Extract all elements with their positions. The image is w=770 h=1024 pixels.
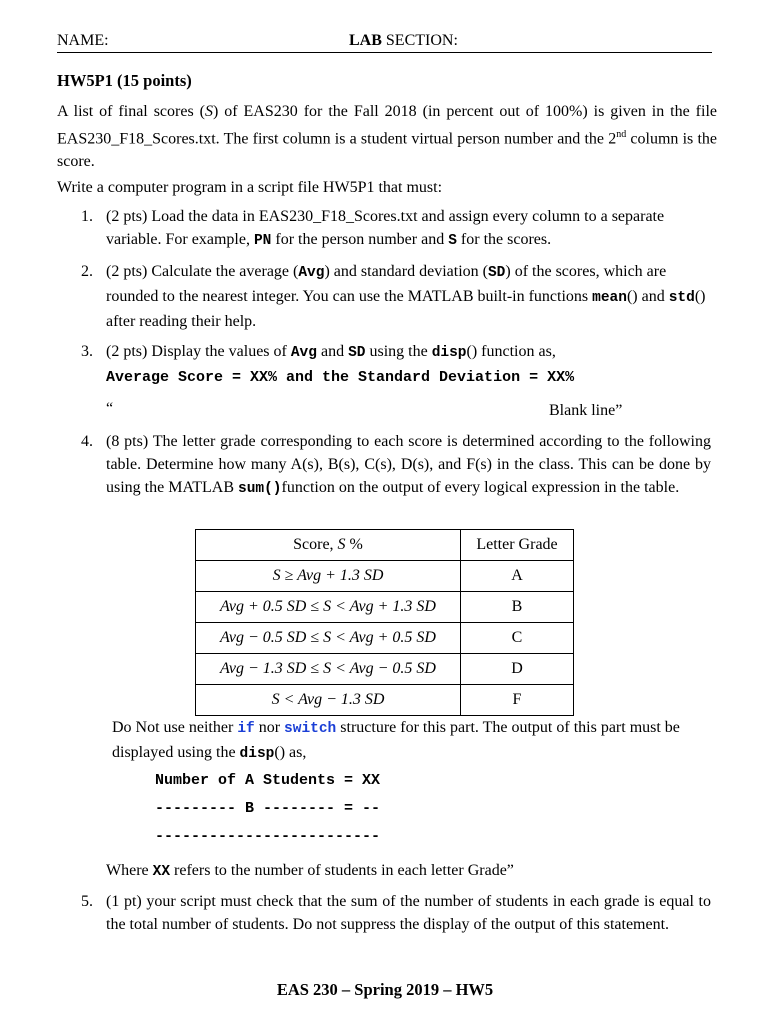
- item-number: 3.: [81, 343, 93, 360]
- code-s: S: [448, 233, 457, 249]
- code-avg: Avg: [298, 265, 325, 281]
- code-mean: mean: [592, 290, 627, 306]
- item3-text-d: () function as,: [466, 343, 556, 360]
- condition-cell: Avg − 1.3 SD ≤ S < Avg − 0.5 SD: [196, 654, 461, 685]
- grade-cell: B: [461, 592, 574, 623]
- note-text-c: structure for this part. The output of this part must be displayed using the: [112, 719, 680, 761]
- item3-text-c: using the: [365, 343, 432, 360]
- code-xx: XX: [152, 864, 171, 880]
- item-number: 2.: [81, 263, 93, 280]
- condition-cell: Avg − 0.5 SD ≤ S < Avg + 0.5 SD: [196, 623, 461, 654]
- grade-cell: A: [461, 561, 574, 592]
- item-body: (1 pt) your script must check that the sum of the number of students in each grade is equal to the total number of students. Do not suppress the display of the output of this statement.: [106, 893, 711, 933]
- page-header: [57, 30, 712, 53]
- lab-bold: LAB: [349, 32, 382, 49]
- note-text-d: () as,: [274, 744, 307, 761]
- item-number: 1.: [81, 208, 93, 225]
- intro-sup: nd: [616, 129, 627, 140]
- code-pn: PN: [253, 233, 272, 249]
- restriction-note: [112, 716, 712, 766]
- code-disp: disp: [239, 746, 275, 762]
- item-body: [106, 430, 711, 501]
- output-line-3: -------------------------: [155, 828, 381, 845]
- page-footer: EAS 230 – Spring 2019 – HW5: [276, 980, 494, 999]
- code-avg: Avg: [290, 345, 317, 361]
- table-row: [196, 654, 574, 685]
- code-if: if: [237, 721, 255, 737]
- item-body: [106, 205, 711, 253]
- note-text-b: nor: [254, 719, 285, 736]
- blank-line-label: Blank line”: [549, 402, 623, 419]
- intro-text-b: ) of EAS230 for the Fall 2018 (in percent out of 100%) is given in the file EAS230_F18_Scores.txt. The first column is a student virtual person number and the 2: [57, 103, 717, 148]
- table-header-row: [196, 530, 574, 561]
- grade-cell: C: [461, 623, 574, 654]
- write-intro: Write a computer program in a script file HW5P1 that must:: [57, 179, 443, 196]
- item2-text-e: () after reading their help.: [106, 288, 706, 330]
- header-score-text: Score,: [293, 536, 338, 553]
- code-switch: switch: [284, 721, 337, 737]
- item3-text-b: and: [316, 343, 349, 360]
- item2-text-b: ) and standard deviation (: [324, 263, 488, 280]
- output-line-1: Number of A Students = XX: [155, 772, 381, 789]
- code-disp: disp: [431, 345, 467, 361]
- output-line-2: --------- B -------- = --: [155, 800, 381, 817]
- display-format-code: Average Score = XX% and the Standard Deviation = XX%: [106, 369, 575, 386]
- code-sd: SD: [487, 265, 506, 281]
- condition-cell: S ≥ Avg + 1.3 SD: [196, 561, 461, 592]
- item2-text-a: (2 pts) Calculate the average (: [106, 263, 299, 280]
- table-row: [196, 623, 574, 654]
- item1-text-c: for the scores.: [456, 231, 552, 248]
- table-row: [196, 561, 574, 592]
- section-text: SECTION:: [381, 32, 458, 49]
- item-number: 5.: [81, 893, 93, 910]
- item-body: [106, 260, 711, 333]
- table-row: [196, 592, 574, 623]
- grade-cell: D: [461, 654, 574, 685]
- intro-paragraph: [57, 100, 717, 173]
- intro-var-s: S: [204, 103, 213, 120]
- intro-text-c: column is the score.: [57, 130, 717, 171]
- item1-text-b: for the person number and: [271, 231, 449, 248]
- problem-title: HW5P1 (15 points): [57, 71, 192, 90]
- header-score-var: S: [337, 536, 346, 553]
- code-sd: SD: [348, 345, 366, 361]
- grade-cell: F: [461, 685, 574, 716]
- condition-cell: Avg + 0.5 SD ≤ S < Avg + 1.3 SD: [196, 592, 461, 623]
- code-sum: sum(): [238, 481, 282, 497]
- condition-cell: S < Avg − 1.3 SD: [196, 685, 461, 716]
- note-text-a: Do Not use neither: [112, 719, 238, 736]
- lab-section-label: [349, 32, 458, 50]
- table-row: [196, 685, 574, 716]
- item-body: [106, 340, 711, 365]
- quote-open: “: [106, 400, 114, 417]
- header-score-unit: %: [345, 536, 363, 553]
- item3-text-a: (2 pts) Display the values of: [106, 343, 291, 360]
- item1-text-a: (2 pts) Load the data in EAS230_F18_Scores.txt and assign every column to a separate variable. For example,: [106, 208, 665, 248]
- item2-text-d: () and: [626, 288, 669, 305]
- item2-text-c: ) of the scores, which are rounded to the nearest integer. You can use the MATLAB built-in functions: [106, 263, 667, 305]
- name-label: NAME:: [57, 32, 109, 49]
- grade-table: [195, 529, 574, 716]
- item4-text-a: (8 pts) The letter grade corresponding to each score is determined according to the following table. Determine how many A(s), B(s), C(s), D(s), and F(s) in the class. This can be done by using the MATLAB: [106, 433, 711, 496]
- intro-text-a: A list of final scores (: [57, 103, 205, 120]
- where-note: [106, 862, 514, 880]
- where-text-b: refers to the number of students in each letter Grade”: [170, 862, 514, 879]
- where-text-a: Where: [106, 862, 153, 879]
- item-number: 4.: [81, 433, 93, 450]
- header-letter-grade: Letter Grade: [461, 530, 574, 561]
- header-score: [196, 530, 461, 561]
- code-std: std: [668, 290, 695, 306]
- item4-text-b: function on the output of every logical expression in the table.: [281, 479, 680, 496]
